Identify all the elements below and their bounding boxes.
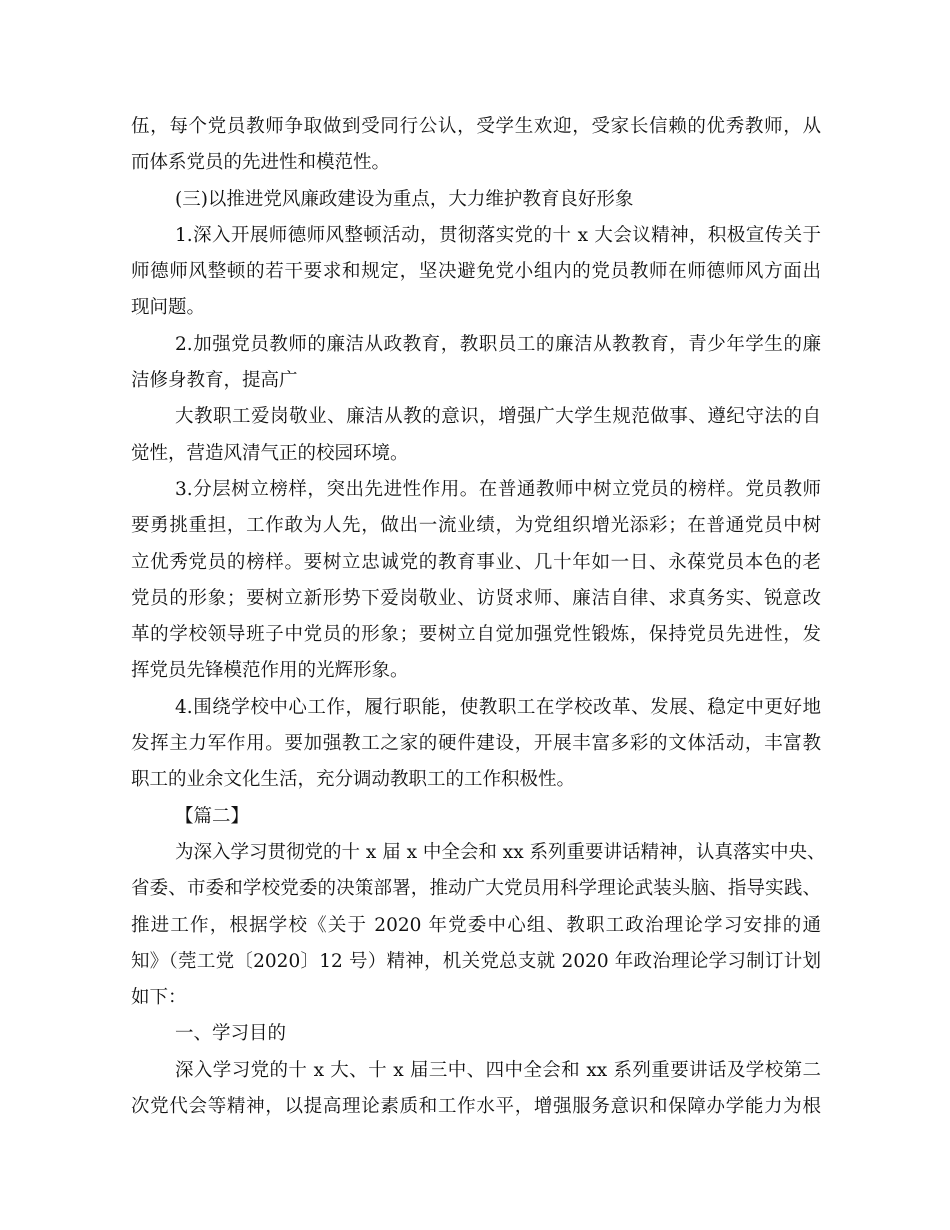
text-line: 省委、市委和学校党委的决策部署，推动广大党员用科学理论武装头脑、指导实践、: [131, 878, 821, 900]
text-line: 2.加强党员教师的廉洁从政教育，教职员工的廉洁从教教育，青少年学生的廉: [175, 333, 821, 355]
text-line: 立优秀党员的榜样。要树立忠诚党的教育事业、几十年如一日、永葆党员本色的老: [131, 551, 821, 573]
text-line: 挥党员先锋模范作用的光辉形象。: [131, 660, 409, 682]
text-line: 发挥主力军作用。要加强教工之家的硬件建设，开展丰富多彩的文体活动，丰富教: [131, 733, 821, 755]
text-line: 一、学习目的: [175, 1023, 287, 1045]
text-line: 3.分层树立榜样，突出先进性作用。在普通教师中树立党员的榜样。党员教师: [175, 478, 821, 500]
text-line: 而体系党员的先进性和模范性。: [131, 152, 391, 174]
text-line: 为深入学习贯彻党的十 x 届 x 中全会和 xx 系列重要讲话精神，认真落实中央、: [175, 841, 826, 863]
text-line: 4.围绕学校中心工作，履行职能，使教职工在学校改革、发展、稳定中更好地: [175, 696, 821, 718]
text-line: 革的学校领导班子中党员的形象；要树立自觉加强党性锻炼，保持党员先进性，发: [131, 624, 821, 646]
text-line: 推进工作，根据学校《关于 2020 年党委中心组、教职工政治理论学习安排的通: [131, 914, 821, 936]
text-line: 如下：: [131, 987, 187, 1009]
text-line: 1.深入开展师德师风整顿活动，贯彻落实党的十 x 大会议精神，积极宣传关于: [175, 224, 821, 246]
text-line: 深入学习党的十 x 大、十 x 届三中、四中全会和 xx 系列重要讲话及学校第二: [175, 1059, 821, 1081]
text-line: 大教职工爱岗敬业、廉洁从教的意识，增强广大学生规范做事、遵纪守法的自: [175, 406, 821, 428]
document-body: [131, 109, 826, 1125]
text-line: 次党代会等精神，以提高理论素质和工作水平，增强服务意识和保障办学能力为根: [131, 1096, 821, 1118]
text-line: (三)以推进党风廉政建设为重点，大力维护教育良好形象: [175, 188, 634, 210]
text-line: 现问题。: [131, 297, 206, 319]
text-line: 【篇二】: [175, 805, 250, 827]
text-line: 伍，每个党员教师争取做到受同行公认，受学生欢迎，受家长信赖的优秀教师，从: [131, 116, 821, 137]
text-line: 要勇挑重担，工作敢为人先，做出一流业绩，为党组织增光添彩；在普通党员中树: [131, 515, 821, 537]
text-line: 洁修身教育，提高广: [131, 370, 298, 392]
text-line: 知》（莞工党〔2020〕12 号）精神，机关党总支就 2020 年政治理论学习制订计划: [131, 950, 821, 972]
text-line: 觉性，营造风清气正的校园环境。: [131, 442, 409, 464]
text-line: 党员的形象；要树立新形势下爱岗敬业、访贤求师、廉洁自律、求真务实、锐意改: [131, 587, 821, 609]
text-line: 师德师风整顿的若干要求和规定，坚决避免党小组内的党员教师在师德师风方面出: [131, 261, 821, 283]
text-line: 职工的业余文化生活，充分调动教职工的工作积极性。: [131, 769, 576, 791]
